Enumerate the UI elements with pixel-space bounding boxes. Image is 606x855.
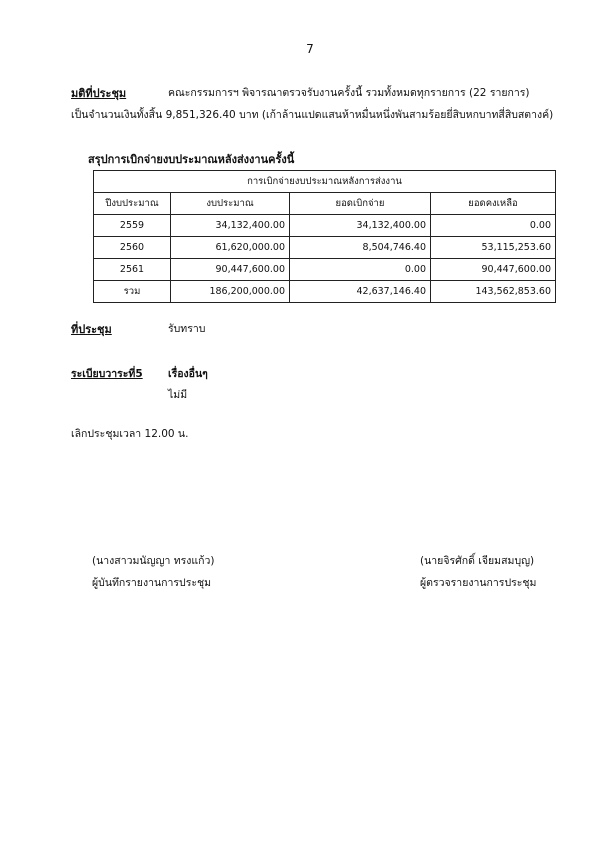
cell-disbursed: 8,504,746.40 xyxy=(290,237,431,259)
table-total-row xyxy=(94,281,556,303)
table-row xyxy=(94,259,556,281)
table-row xyxy=(94,215,556,237)
cell-total-label: รวม xyxy=(94,281,171,303)
closing-time: เลิกประชุมเวลา 12.00 น. xyxy=(71,428,189,440)
cell-disbursed: 0.00 xyxy=(290,259,431,281)
cell-year: 2560 xyxy=(94,237,171,259)
cell-total-budget: 186,200,000.00 xyxy=(171,281,290,303)
cell-year: 2561 xyxy=(94,259,171,281)
cell-budget: 90,447,600.00 xyxy=(171,259,290,281)
table-group-header: การเบิกจ่ายงบประมาณหลังการส่งงาน xyxy=(94,171,556,193)
recorder-name: (นางสาวมนัญญา ทรงแก้ว) xyxy=(92,555,215,567)
table-row xyxy=(94,237,556,259)
resolution-label: มติที่ประชุม xyxy=(71,87,127,100)
table-group-header-row xyxy=(94,171,556,193)
cell-budget: 61,620,000.00 xyxy=(171,237,290,259)
resolution-text-line2: เป็นจำนวนเงินทั้งสิ้น 9,851,326.40 บาท (เก้าล้านแปดแสนห้าหมื่นหนึ่งพันสามร้อยยี่สิบหกบาทสี่สิบสตางค์) xyxy=(71,109,554,121)
cell-remaining: 0.00 xyxy=(431,215,556,237)
cell-budget: 34,132,400.00 xyxy=(171,215,290,237)
column-header-fiscal-year: ปีงบประมาณ xyxy=(94,193,171,215)
summary-title: สรุปการเบิกจ่ายงบประมาณหลังส่งงานครั้งนี้ xyxy=(88,153,295,166)
cell-disbursed: 34,132,400.00 xyxy=(290,215,431,237)
cell-year: 2559 xyxy=(94,215,171,237)
cell-remaining: 90,447,600.00 xyxy=(431,259,556,281)
cell-total-disbursed: 42,637,146.40 xyxy=(290,281,431,303)
table-header-row xyxy=(94,193,556,215)
agenda5-label: ระเบียบวาระที่5 xyxy=(71,368,143,380)
acknowledgement-label: ที่ประชุม xyxy=(71,323,112,336)
recorder-role: ผู้บันทึกรายงานการประชุม xyxy=(92,577,212,589)
page-number: 7 xyxy=(306,42,314,56)
budget-summary-table xyxy=(93,170,556,303)
reviewer-role: ผู้ตรวจรายงานการประชุม xyxy=(420,577,537,589)
cell-remaining: 53,115,253.60 xyxy=(431,237,556,259)
reviewer-name: (นายจิรศักดิ์ เจียมสมบุญ) xyxy=(420,555,535,567)
column-header-disbursed: ยอดเบิกจ่าย xyxy=(290,193,431,215)
resolution-text-line1: คณะกรรมการฯ พิจารณาตรวจรับงานครั้งนี้ รวมทั้งหมดทุกรายการ (22 รายการ) xyxy=(168,87,530,99)
column-header-remaining: ยอดคงเหลือ xyxy=(431,193,556,215)
agenda5-title: เรื่องอื่นๆ xyxy=(168,368,208,380)
column-header-budget: งบประมาณ xyxy=(171,193,290,215)
cell-total-remaining: 143,562,853.60 xyxy=(431,281,556,303)
acknowledgement-value: รับทราบ xyxy=(168,323,206,335)
agenda5-value: ไม่มี xyxy=(168,389,188,401)
